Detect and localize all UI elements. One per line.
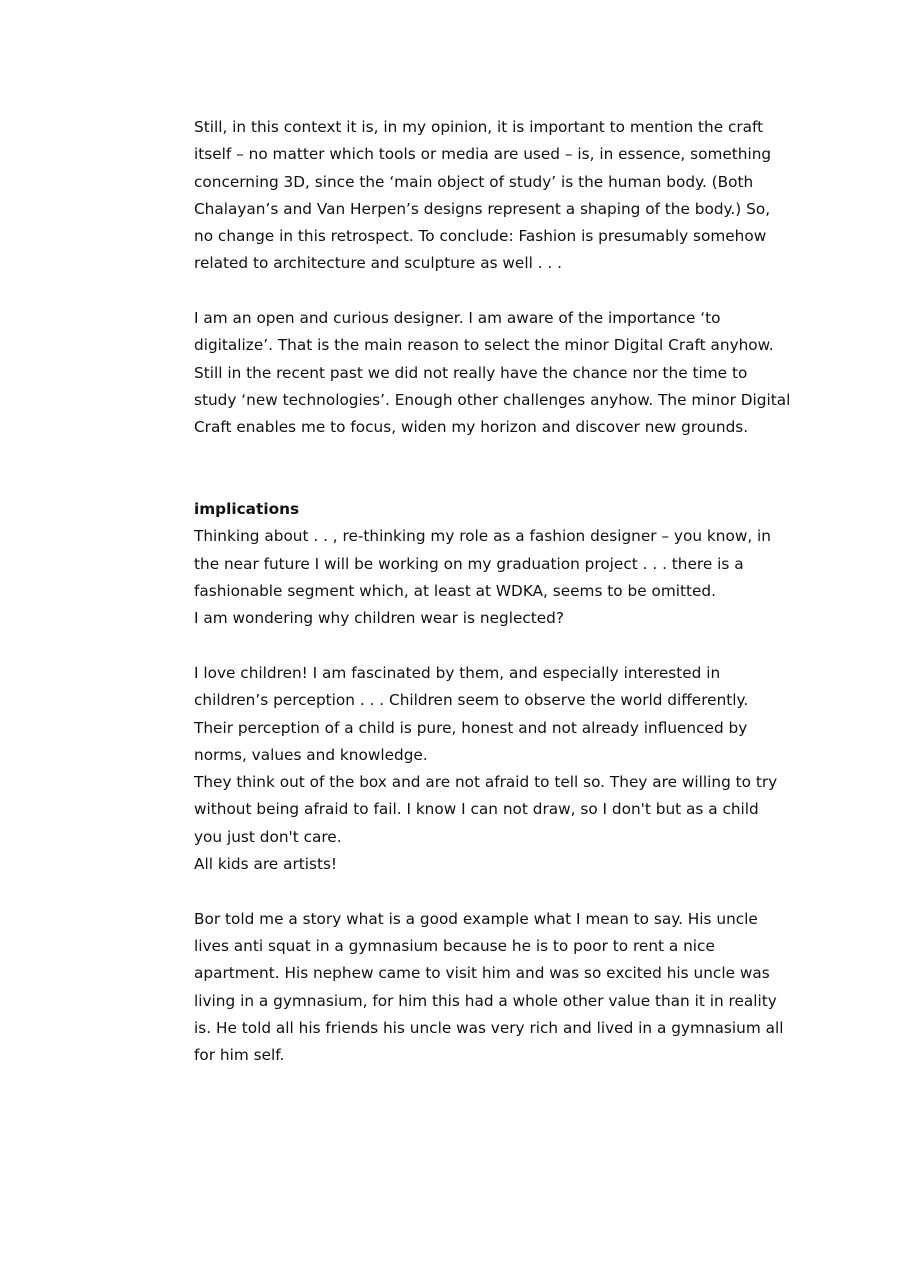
text-line: I am wondering why children wear is neglected? (194, 609, 565, 628)
text-line: living in a gymnasium, for him this had a whole other value than it in reality (194, 991, 777, 1010)
paragraph-spacer (194, 878, 794, 905)
text-line: digitalize’. That is the main reason to select the minor Digital Craft anyhow. (194, 336, 774, 355)
text-line: Chalayan’s and Van Herpen’s designs represent a shaping of the body.) So, (194, 199, 771, 218)
text-line: without being afraid to fail. I know I can not draw, so I don't but as a child (194, 800, 759, 819)
text-line: fashionable segment which, at least at WDKA, seems to be omitted. (194, 582, 716, 601)
text-line: children’s perception . . . Children seem to observe the world differently. (194, 691, 749, 710)
paragraph-curious-designer (194, 305, 794, 441)
text-line: lives anti squat in a gymnasium because he is to poor to rent a nice (194, 936, 715, 955)
text-line: They think out of the box and are not afraid to tell so. They are willing to try (194, 773, 778, 792)
text-line: related to architecture and sculpture as well . . . (194, 254, 563, 273)
text-line: Thinking about . . , re-thinking my role as a fashion designer – you know, in (194, 527, 771, 546)
paragraph-bor-story (194, 906, 794, 1070)
text-line: apartment. His nephew came to visit him and was so excited his uncle was (194, 964, 770, 983)
section-heading: implications (194, 500, 300, 519)
text-line: I love children! I am fascinated by them, and especially interested in (194, 663, 721, 682)
paragraph-spacer (194, 633, 794, 660)
paragraph-graduation (194, 523, 794, 632)
text-line: concerning 3D, since the ‘main object of study’ is the human body. (Both (194, 172, 754, 191)
text-line: itself – no matter which tools or media are used – is, in essence, something (194, 145, 772, 164)
section-spacer (194, 442, 794, 497)
text-line: Still, in this context it is, in my opinion, it is important to mention the craft (194, 118, 764, 136)
text-line: study ‘new technologies’. Enough other challenges anyhow. The minor Digital (194, 390, 791, 409)
text-line: no change in this retrospect. To conclude: Fashion is presumably somehow (194, 227, 767, 246)
text-line: norms, values and knowledge. (194, 745, 428, 764)
paragraph-craft-3d (194, 114, 794, 278)
text-line: Craft enables me to focus, widen my horizon and discover new grounds. (194, 418, 749, 437)
text-line: Their perception of a child is pure, honest and not already influenced by (194, 718, 748, 737)
paragraph-spacer (194, 278, 794, 305)
text-line: you just don't care. (194, 827, 342, 846)
text-line: the near future I will be working on my graduation project . . . there is a (194, 554, 744, 573)
paragraph-children (194, 660, 794, 878)
document-body (194, 114, 794, 1069)
text-line: All kids are artists! (194, 855, 338, 874)
text-line: Still in the recent past we did not really have the chance nor the time to (194, 363, 748, 382)
text-line: for him self. (194, 1046, 285, 1065)
text-line: I am an open and curious designer. I am aware of the importance ‘to (194, 309, 721, 328)
text-line: Bor told me a story what is a good example what I mean to say. His uncle (194, 909, 758, 928)
text-line: is. He told all his friends his uncle was very rich and lived in a gymnasium all (194, 1018, 784, 1037)
